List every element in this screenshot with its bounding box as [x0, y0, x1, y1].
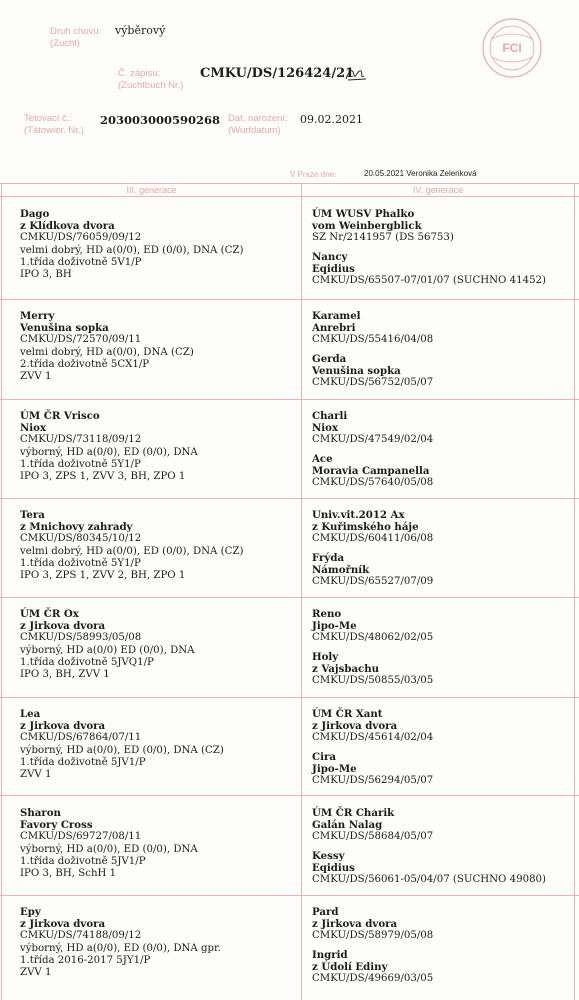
- dog-name-line: ÚM ČR Vrisco: [20, 410, 100, 422]
- dog-info-line: CMKU/DS/76059/09/12: [20, 232, 142, 244]
- third-generation-cell: [20, 310, 194, 383]
- dog-name-line: z Jirkova dvora: [20, 620, 106, 633]
- third-generation-cell: [20, 509, 243, 582]
- dog-info-line: CMKU/DS/60411/06/08: [312, 533, 434, 545]
- dog-info-line: IPO 3, ZPS 1, ZVV 3, BH, ZPO 1: [20, 471, 186, 483]
- third-generation-cell: [20, 608, 195, 681]
- dog-info-line: CMKU/DS/67864/07/11: [20, 732, 142, 744]
- dog-name-line: Sharon: [20, 807, 61, 819]
- dog-name-line: Nancy: [312, 250, 348, 263]
- fci-logo: [481, 17, 543, 79]
- fourth-generation-cell: [312, 807, 546, 886]
- dog-name-line: Holy: [312, 650, 339, 663]
- dog-info-line: velmi dobrý, HD a(0/0), ED (0/0), DNA (CZ): [20, 244, 244, 256]
- dog-info-line: CMKU/DS/48062/02/05: [312, 632, 434, 644]
- studbook-value: CMKU/DS/126424/21: [200, 66, 355, 81]
- table-left-border: [1, 183, 2, 1000]
- breed-type-value: výběrový: [115, 24, 166, 37]
- tattoo-label: Tetovací č.:: [24, 113, 73, 124]
- third-generation-cell: [20, 208, 243, 281]
- dog-name-line: ÚM WUSV Phalko: [312, 208, 415, 220]
- dog-info-line: 2.třída doživotně 5CX1/P: [20, 358, 150, 370]
- dog-name-line: z Mnichovy zahrady: [20, 521, 133, 534]
- dog-name-line: Eqidius: [312, 861, 355, 874]
- dog-info-line: výborný, HD a(0/0), ED (0/0), DNA (CZ): [20, 744, 224, 756]
- dog-info-line: 1.třída doživotně 5V1/P: [20, 256, 142, 268]
- dog-name-line: Charli: [312, 410, 348, 422]
- dog-info-line: výborný, HD a(0/0), ED (0/0), DNA: [20, 446, 198, 458]
- dog-name-line: z Jirkova dvora: [312, 918, 398, 931]
- fourth-generation-cell: [312, 509, 433, 588]
- dog-name-line: vom Weinbergblick: [312, 220, 422, 233]
- dog-info-line: CMKU/DS/56294/05/07: [312, 775, 434, 787]
- place-value: 20.05.2021 Veronika Zelenková: [364, 169, 477, 178]
- dog-info-line: ZVV 1: [20, 967, 52, 979]
- row-divider: [0, 895, 579, 896]
- dog-info-line: ZVV 1: [20, 769, 52, 781]
- dog-info-line: SZ Nr/2141957 (DS 56753): [312, 232, 454, 244]
- dog-info-line: 1.třída doživotně 5JVQ1/P: [20, 656, 154, 668]
- row-divider: [0, 795, 579, 796]
- dog-info-line: CMKU/DS/50855/03/05: [312, 675, 434, 687]
- dog-info-line: IPO 3, BH: [20, 269, 72, 281]
- dog-info-line: CMKU/DS/80345/10/12: [20, 533, 142, 545]
- dog-info-line: CMKU/DS/58979/05/08: [312, 930, 434, 942]
- row-divider: [0, 498, 579, 499]
- dog-info-line: IPO 3, BH, ZVV 1: [20, 669, 110, 681]
- dog-name-line: z Údolí Ediny: [312, 960, 388, 973]
- dog-info-line: CMKU/DS/56752/05/07: [312, 377, 434, 389]
- dog-name-line: Jipo-Me: [312, 620, 357, 633]
- dog-info-line: IPO 3, BH, SchH 1: [20, 868, 117, 880]
- dog-info-line: CMKU/DS/74188/09/12: [20, 930, 142, 942]
- dog-name-line: Niox: [20, 422, 47, 435]
- third-generation-cell: [20, 906, 221, 979]
- dog-name-line: Pard: [312, 906, 339, 918]
- dog-info-line: CMKU/DS/69727/08/11: [20, 831, 142, 843]
- dog-info-line: velmi dobrý, HD a(0/0), DNA (CZ): [20, 346, 194, 358]
- row-divider: [0, 399, 579, 400]
- tattoo-value: 203003000590268: [100, 113, 221, 127]
- dog-info-line: CMKU/DS/47549/02/04: [312, 434, 434, 446]
- third-generation-cell: [20, 410, 198, 483]
- fourth-generation-cell: [312, 410, 433, 489]
- tattoo-label-de: (Tätowier. Nr.): [24, 125, 84, 136]
- dog-name-line: Jipo-Me: [312, 762, 357, 775]
- dog-name-line: Kessy: [312, 849, 345, 862]
- dog-name-line: Galán Nalag: [312, 819, 383, 832]
- dog-info-line: výborný, HD a(0/0) ED (0/0), DNA: [20, 644, 195, 656]
- dog-name-line: Reno: [312, 608, 342, 620]
- dog-name-line: Merry: [20, 310, 55, 322]
- dog-name-line: Epy: [20, 906, 41, 918]
- dog-info-line: 1.třída doživotně 5Y1/P: [20, 557, 141, 569]
- dog-name-line: Ingrid: [312, 948, 348, 961]
- dog-info-line: CMKU/DS/45614/02/04: [312, 732, 434, 744]
- fourth-generation-cell: [312, 310, 433, 389]
- dog-name-line: Gerda: [312, 352, 347, 365]
- dog-info-line: výborný, HD a(0/0), ED (0/0), DNA: [20, 843, 198, 855]
- table-middle-border: [301, 183, 302, 1000]
- fourth-generation-cell: [312, 906, 433, 985]
- fourth-generation-header: IV. generace: [412, 185, 464, 195]
- dog-name-line: z Vajsbachu: [312, 662, 380, 675]
- dog-name-line: Tera: [20, 509, 45, 521]
- third-generation-header: III. generace: [126, 185, 177, 195]
- breed-type-label: Druh chovu:: [50, 26, 102, 37]
- dog-info-line: CMKU/DS/65507-07/01/07 (SUCHNO 41452): [312, 275, 547, 287]
- dog-info-line: ZVV 1: [20, 371, 52, 383]
- dog-info-line: 1.třída doživotně 5JV1/P: [20, 855, 146, 867]
- breed-type-label-de: (Zucht): [50, 38, 81, 49]
- dog-info-line: 1.třída doživotně 5JV1/P: [20, 756, 146, 768]
- dog-name-line: Niox: [312, 422, 339, 435]
- dog-name-line: ÚM ČR Ox: [20, 608, 79, 620]
- dog-name-line: Eqidius: [312, 262, 355, 275]
- place-label: V Praze dne:: [290, 170, 337, 179]
- fourth-generation-cell: [312, 708, 433, 787]
- birth-value: 09.02.2021: [300, 113, 363, 126]
- dog-info-line: 1.třída doživotně 5Y1/P: [20, 458, 141, 470]
- dog-info-line: výborný, HD a(0/0), ED (0/0), DNA gpr.: [20, 942, 222, 954]
- dog-name-line: Karamel: [312, 310, 361, 322]
- dog-name-line: Námořník: [312, 563, 370, 576]
- dog-name-line: Anrebri: [312, 322, 356, 335]
- third-generation-cell: [20, 807, 198, 880]
- dog-name-line: z Jirkova dvora: [20, 720, 106, 733]
- fourth-generation-cell: [312, 208, 546, 287]
- dog-name-line: Venušina sopka: [20, 322, 109, 335]
- dog-info-line: CMKU/DS/49669/03/05: [312, 973, 434, 985]
- dog-name-line: Cira: [312, 750, 336, 763]
- dog-info-line: CMKU/DS/57640/05/08: [312, 477, 434, 489]
- dog-name-line: ÚM ČR Xant: [312, 708, 383, 720]
- dog-name-line: Ace: [312, 452, 333, 465]
- studbook-label: Č. zápisu:: [118, 68, 161, 79]
- dog-name-line: Favory Cross: [20, 819, 93, 832]
- dog-info-line: velmi dobrý, HD a(0/0), ED (0/0), DNA (CZ): [20, 545, 244, 557]
- dog-name-line: Moravia Campanella: [312, 464, 430, 477]
- dog-info-line: CMKU/DS/58684/05/07: [312, 831, 434, 843]
- dog-info-line: IPO 3, ZPS 1, ZVV 2, BH, ZPO 1: [20, 570, 186, 582]
- third-generation-cell: [20, 708, 224, 781]
- dog-info-line: 1.třída 2016-2017 5JY1/P: [20, 954, 151, 966]
- dog-info-line: CMKU/DS/72570/09/11: [20, 334, 142, 346]
- row-divider: [0, 697, 579, 698]
- dog-name-line: Dago: [20, 208, 50, 220]
- svg-text:FCI: FCI: [502, 41, 522, 55]
- dog-name-line: Frýda: [312, 551, 345, 564]
- dog-info-line: CMKU/DS/55416/04/08: [312, 334, 434, 346]
- dog-name-line: z Kuřimského háje: [312, 521, 419, 534]
- birth-label-de: (Wurfdatum): [228, 125, 281, 136]
- row-divider: [0, 299, 579, 300]
- dog-name-line: Lea: [20, 708, 41, 720]
- dog-name-line: z Klídkova dvora: [20, 220, 115, 233]
- studbook-label-de: (Zuchtbuch Nr.): [118, 80, 184, 91]
- fourth-generation-cell: [312, 608, 433, 687]
- dog-name-line: ÚM ČR Charik: [312, 807, 395, 819]
- row-divider: [0, 597, 579, 598]
- dog-name-line: Univ.vit.2012 Ax: [312, 509, 405, 521]
- dog-name-line: Venušina sopka: [312, 364, 401, 377]
- birth-label: Dat. narození:: [228, 113, 288, 124]
- dog-info-line: CMKU/DS/58993/05/08: [20, 632, 142, 644]
- dog-name-line: z Jirkova dvora: [312, 720, 398, 733]
- dog-info-line: CMKU/DS/56061-05/04/07 (SUCHNO 49080): [312, 874, 547, 886]
- table-right-border: [574, 183, 575, 1000]
- dog-info-line: CMKU/DS/73118/09/12: [20, 434, 142, 446]
- handwritten-suffix: [344, 64, 368, 84]
- dog-info-line: CMKU/DS/65527/07/09: [312, 576, 434, 588]
- dog-name-line: z Jirkova dvora: [20, 918, 106, 931]
